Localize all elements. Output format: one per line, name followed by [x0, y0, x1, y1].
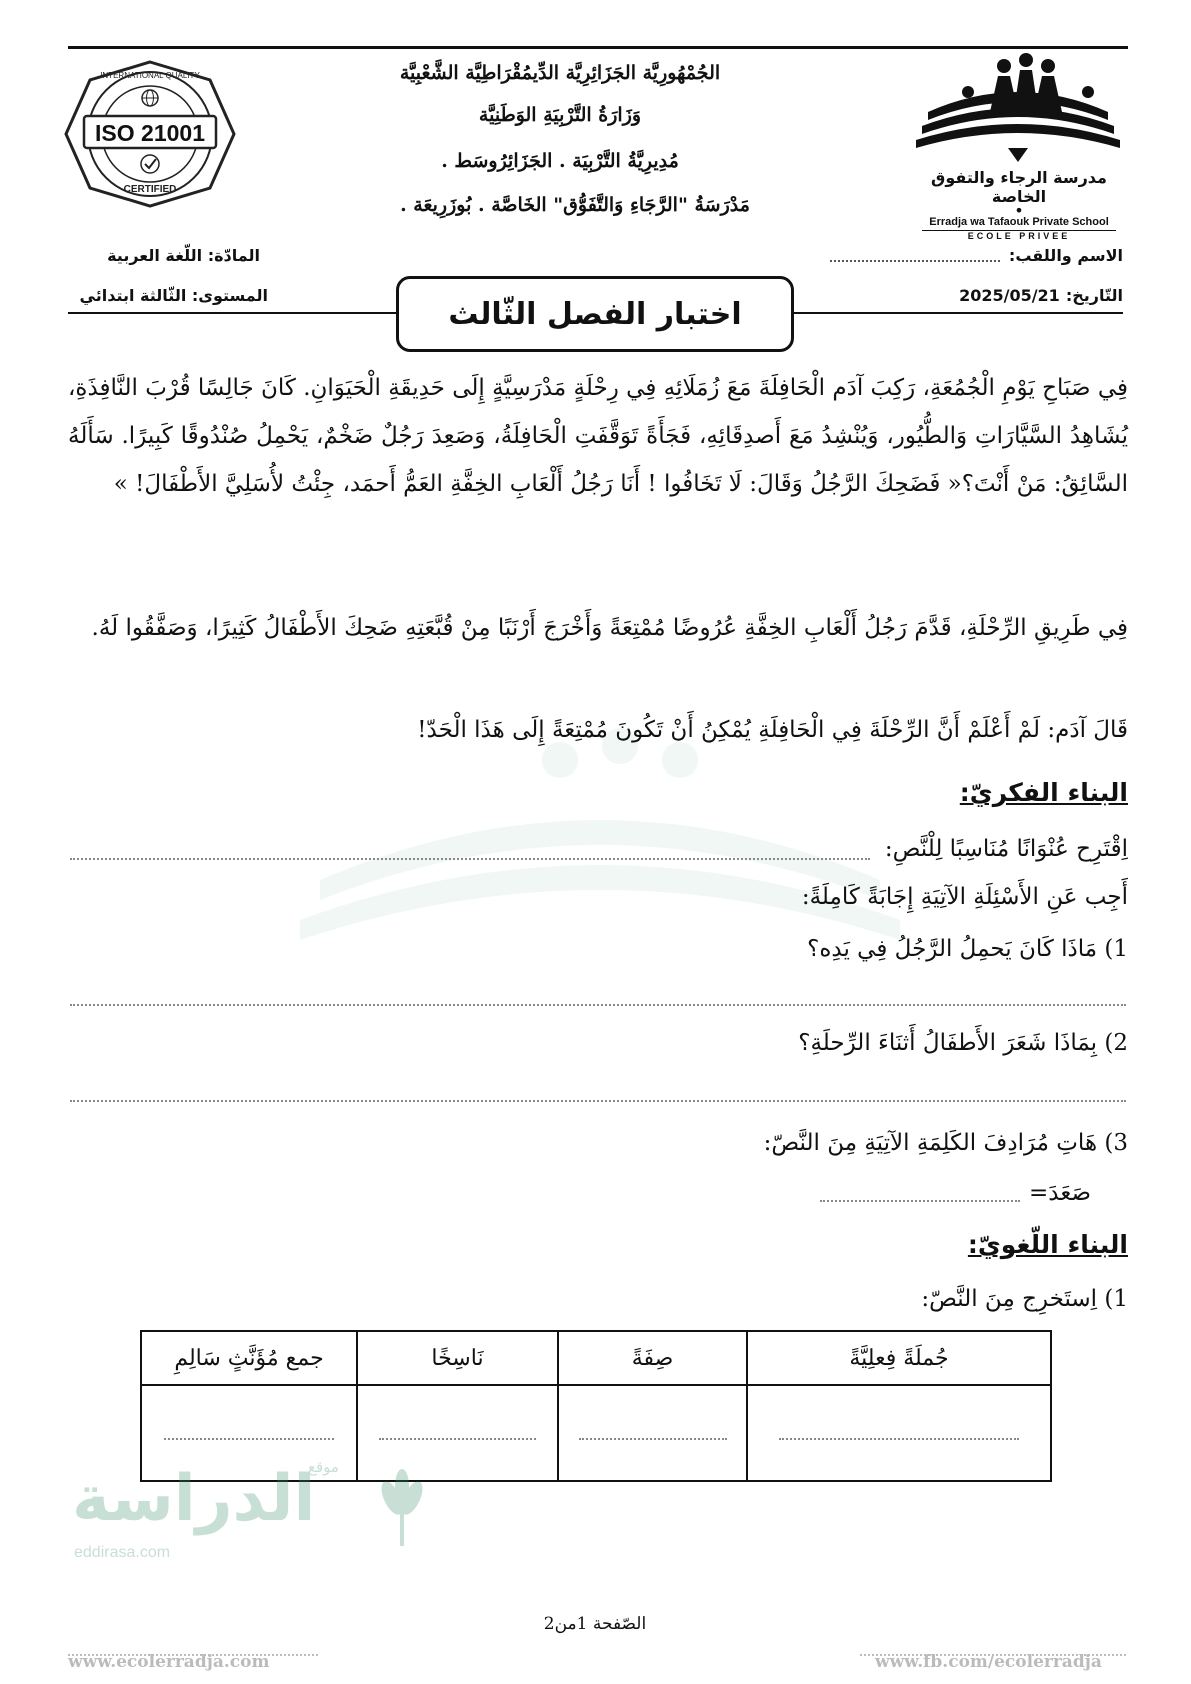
school-name-arabic: مدرسة الرجاء والتفوق الخاصة [931, 168, 1107, 206]
answer-cell-verbal-sentence[interactable] [747, 1385, 1051, 1481]
watermark-big-text: الدراسة [72, 1462, 316, 1536]
date-label: التّاريخ: [1065, 286, 1123, 305]
book-people-icon [908, 52, 1130, 164]
section-comprehension-heading: البناء الفكريّ: [959, 778, 1128, 807]
seal-bottom-text: CERTIFIED [123, 184, 177, 195]
name-field[interactable] [830, 258, 1000, 262]
date-row [959, 286, 1123, 305]
answer-instruction: أَجِب عَنِ الأَسْئِلَةِ الآتِيَةِ إِجَابَةً كَامِلَةً: [801, 884, 1128, 910]
subject-label: المادّة: اللّغة العربية [107, 246, 260, 265]
table-header-nasikh: نَاسِخًا [357, 1331, 558, 1385]
date-value: 2025/05/21 [959, 286, 1060, 305]
header-republic: الجُمْهُورِيَّة الجَزَائِرِيَّة الدِّيمُقْرَاطِيَّة الشَّعْبِيَّة [399, 62, 721, 84]
background-watermark-logo [280, 720, 920, 1020]
story-paragraph-1: فِي صَبَاحِ يَوْمِ الْجُمُعَةِ، رَكِبَ آدَم الْحَافِلَةَ مَعَ زُمَلَائِهِ فِي رِحْلَةٍ مَدْرَسِيَّةٍ إِلَى حَدِيقَةِ الْحَيَوَانِ. كَانَ جَالِسًا قُرْبَ النَّافِذَةِ، يُشَاهِدُ السَّيَّارَاتِ وَالطُّيُور، وَيُنْشِدُ مَعَ أَصدِقَائِهِ، فَجَأَةً تَوَقَّفَتِ الْحَافِلَةُ، وَصَعِدَ رَجُلٌ ضَخْمٌ، يَحْمِلُ صُنْدُوقًا كَبِيرًا. سَأَلَهُ السَّائِقُ: مَنْ أَنْتَ؟« فَضَحِكَ الرَّجُلُ وَقَالَ: لَا تَخَافُوا ! أَنَا رَجُلُ أَلْعَابِ الخِفَّةِ العَمُّ أَحمَد، جِئْتُ لأُسَلِيَّ الأَطْفَالَ! » [68, 375, 1128, 497]
answer-cell-adjective[interactable] [558, 1385, 747, 1481]
header-ministry: وَزَارَةُ التَّرْبِيَةِ الوَطَنِيَّة [478, 104, 642, 126]
name-label: الاسم واللقب: [1008, 246, 1123, 265]
header-directorate: مُدِيرِيَّةُ التَّرْبِيَة . الجَزَائِرُوسَط . [441, 150, 679, 172]
globe-icon [142, 90, 158, 106]
school-ecole-label: ECOLE PRIVEE [967, 231, 1071, 241]
question-3: 3) هَاتِ مُرَادِفَ الكَلِمَةِ الآتِيَةِ مِنَ النَّصّ: [763, 1130, 1128, 1156]
answer-line-2[interactable] [70, 1100, 1126, 1102]
exam-title [396, 276, 794, 352]
eddirasa-watermark [72, 1458, 432, 1578]
school-name-english: Erradja wa Tafaouk Private School [929, 216, 1109, 228]
logo-divider-dot: • [1014, 201, 1024, 220]
leaf-icon [372, 1468, 432, 1548]
seal-top-text: INTERNATIONAL QUALITY [100, 71, 200, 80]
story-paragraph-3: قَالَ آدَم: لَمْ أَعْلَمْ أَنَّ الرِّحْلَةَ فِي الْحَافِلَةِ يُمْكِنُ أَنْ تَكُونَ مُمْتِعَةً إِلَى هَذَا الْحَدّ! [417, 717, 1128, 743]
synonym-answer-line[interactable] [820, 1200, 1020, 1202]
watermark-small-text: موقع [308, 1458, 339, 1476]
question-2: 2) بِمَاذَا شَعَرَ الأَطفَالُ أَثنَاءَ الرِّحلَةِ؟ [798, 1030, 1128, 1056]
footer-website-link[interactable]: www.ecolerradja.com [68, 1652, 270, 1672]
section-language-heading: البناء اللّغويّ: [967, 1230, 1128, 1259]
question-1: 1) مَاذَا كَانَ يَحمِلُ الرَّجُلُ فِي يَدِه؟ [807, 936, 1128, 962]
watermark-url: eddirasa.com [74, 1544, 171, 1561]
exam-title-text: اختبار الفصل الثّالث [448, 296, 742, 332]
title-answer-line[interactable] [70, 858, 870, 860]
page-number: الصّفحة 1من2 [543, 1614, 647, 1634]
table-header-feminine-plural: جمع مُؤَنَّثٍ سَالِمِ [141, 1331, 357, 1385]
level-label: المستوى: الثّالثة ابتدائي [79, 286, 268, 305]
header-school: مَدْرَسَةُ "الرَّجَاءِ وَالتَّفَوُّق" الخَاصَّة . بُوزَرِيعَة . [400, 194, 750, 216]
table-header-row [141, 1331, 1051, 1385]
header-top-rule [68, 46, 1128, 49]
title-rule-left [68, 312, 398, 314]
check-icon [141, 155, 159, 173]
extract-question: 1) اِستَخرِج مِنَ النَّصّ: [921, 1286, 1128, 1312]
school-logo [908, 52, 1130, 241]
table-header-verbal-sentence: جُملَةً فِعلِيَّةً [747, 1331, 1051, 1385]
title-rule-right [793, 312, 1123, 314]
table-header-adjective: صِفَةً [558, 1331, 747, 1385]
answer-line-1[interactable] [70, 1004, 1126, 1006]
footer-facebook-link[interactable]: www.fb.com/ecolerradja [875, 1652, 1102, 1672]
story-paragraph-2: فِي طَرِيقِ الرِّحْلَةِ، قَدَّمَ رَجُلُ أَلْعَابِ الخِفَّةِ عُرُوضًا مُمْتِعَةً وَأَخْرَجَ أَرْنَبًا مِنْ قُبَّعَتِهِ ضَحِكَ الأَطْفَالُ كَثِيرًا، وَصَفَّقُوا لَهُ. [91, 615, 1128, 641]
seal-standard: ISO 21001 [95, 120, 205, 146]
iso-certification-seal [62, 58, 238, 210]
synonym-word: صَعَدَ= [1029, 1180, 1091, 1206]
suggest-title-question: اِقْتَرِح عُنْوَانًا مُنَاسِبًا لِلْنَّصِ: [884, 836, 1128, 862]
